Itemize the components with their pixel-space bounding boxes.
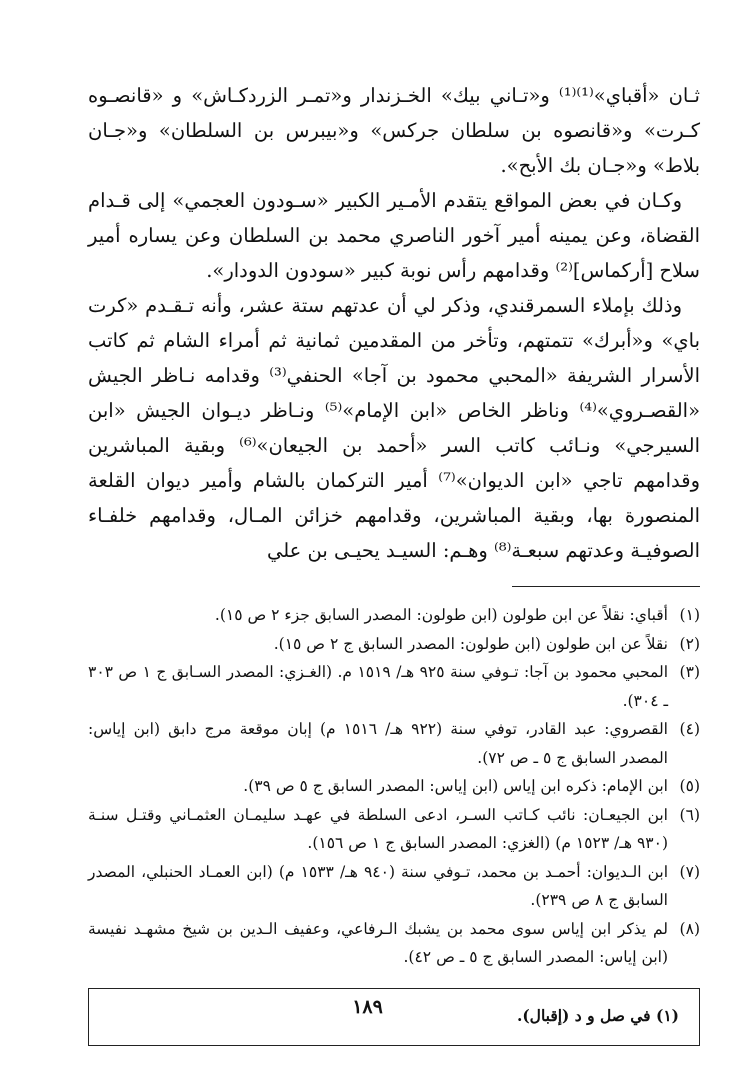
footnote-4: [88, 715, 700, 772]
footnote-number: (٥): [679, 777, 700, 795]
footnote-number: (٣): [679, 663, 700, 681]
footnote-text: ابن الجيعـان: نائب كـاتب السـر، ادعى السلطة في عهـد سليمـان العثمـاني وقتـل سنـة (٩٣٠ هـ/ ١٥٢٣ م) (الغزي: المصدر السابق ج ١ ص ١٥٦).: [88, 805, 668, 852]
main-text: [88, 78, 700, 568]
footnote-text: ابن الـديوان: أحمـد بن محمد، تـوفي سنة (٩٤٠ هـ/ ١٥٣٣ م) (ابن العمـاد الحنبلي، المصدر السابق ج ٨ ص ٢٣٩).: [88, 862, 669, 909]
footnote-number: (١): [679, 606, 700, 624]
footnote-3: [88, 658, 700, 715]
footnote-divider: [512, 586, 700, 587]
paragraph-2: وكـان في بعض المواقع يتقدم الأمـير الكبير «سـودون العجمي» إلى قـدام القضاة، وعن يمينه أمير آخور الناصري محمد بن السلطان وعن يساره أمير سلاح [أركماس]⁽²⁾ وقدامهم رأس نوبة كبير «سودون الدودار».: [88, 189, 700, 282]
footnote-text: القصروي: عبد القادر، توفي سنة (٩٢٢ هـ/ ١٥١٦ م) إبان موقعة مرج دابق (ابن إياس: المصدر السابق ج ٥ ـ ص ٧٢).: [88, 720, 668, 767]
footnote-number: (٦): [679, 805, 700, 824]
footnote-text: ابن الإمام: ذكره ابن إياس (ابن إياس: المصدر السابق ج ٥ ص ٣٩).: [243, 777, 668, 795]
page-content: [88, 78, 700, 1046]
footnote-number: (٢): [679, 634, 700, 653]
footnote-text: نقلاً عن ابن طولون (ابن طولون: المصدر السابق ج ٢ ص ١٥).: [273, 634, 668, 653]
footnote-8: [88, 915, 700, 972]
footnote-number: (٤): [679, 720, 700, 738]
footnote-text: المحبي محمود بن آجا: تـوفي سنة ٩٢٥ هـ/ ١٥١٩ م. (الغـزي: المصدر السـابق ج ١ ص ٣٠٣ ـ ٣٠٤).: [88, 663, 669, 710]
footnote-6: [88, 801, 700, 858]
footnote-text: لم يذكر ابن إياس سوى محمد بن يشبك الـرفاعي، وعفيف الـدين بن شيخ مشهـد نفيسة (ابن إياس: المصدر السابق ج ٥ ـ ص ٤٢).: [88, 919, 668, 966]
footnote-number: (٧): [679, 862, 700, 881]
footnotes: [88, 601, 700, 972]
footnote-1: [88, 601, 700, 630]
footnote-7: [88, 858, 700, 915]
footnote-2: [88, 630, 700, 659]
paragraph-1: ثـان «أقباي»⁽¹⁾⁽¹⁾ و«تـاني بيك» الخـزندار و«تمـر الزردكـاش» و «قانصـوه كـرت» و«قانصوه بن سلطان جركس» و«بيبرس بن السلطان» و«جـان بلاط» و«جـان بك الأبح».: [88, 84, 700, 177]
footnote-text: أقباي: نقلاً عن ابن طولون (ابن طولون: المصدر السابق جزء ٢ ص ١٥).: [214, 606, 668, 624]
page-number: ١٨٩: [352, 996, 383, 1018]
footnote-number: (٨): [679, 919, 700, 938]
paragraph-3: وذلك بإملاء السمرقندي، وذكر لي أن عدتهم ستة عشر، وأنه تـقـدم «كرت باي» و«أبرك» تتمتهم، وتأخر من المقدمين ثمانية ثم أمراء الشام ثم كاتب الأسرار الشريفة «المحبي محمود بن آجا» الحنفي⁽³⁾ وقدامه نـاظر الجيش «القصـروي»⁽⁴⁾ وناظر الخاص «ابن الإمام»⁽⁵⁾ ونـاظر ديـوان الجيش «ابن السيرجي» ونـائب كاتب السر «أحمد بن الجيعان»⁽⁶⁾ وبقية المباشرين وقدامهم تاجي «ابن الديوان»⁽⁷⁾ أمير التركمان بالشام وأمير ديوان القلعة المنصورة بها، وبقية المباشرين، وقدامهم خزائن المـال، وقدامهم خلفـاء الصوفيـة وعدتهم سبعـة⁽⁸⁾ وهـم: السيـد يحيـى بن علي: [88, 294, 701, 562]
footnote-5: [88, 772, 700, 801]
editorial-note: (١) في صل و د (إقبال).: [516, 1005, 679, 1025]
